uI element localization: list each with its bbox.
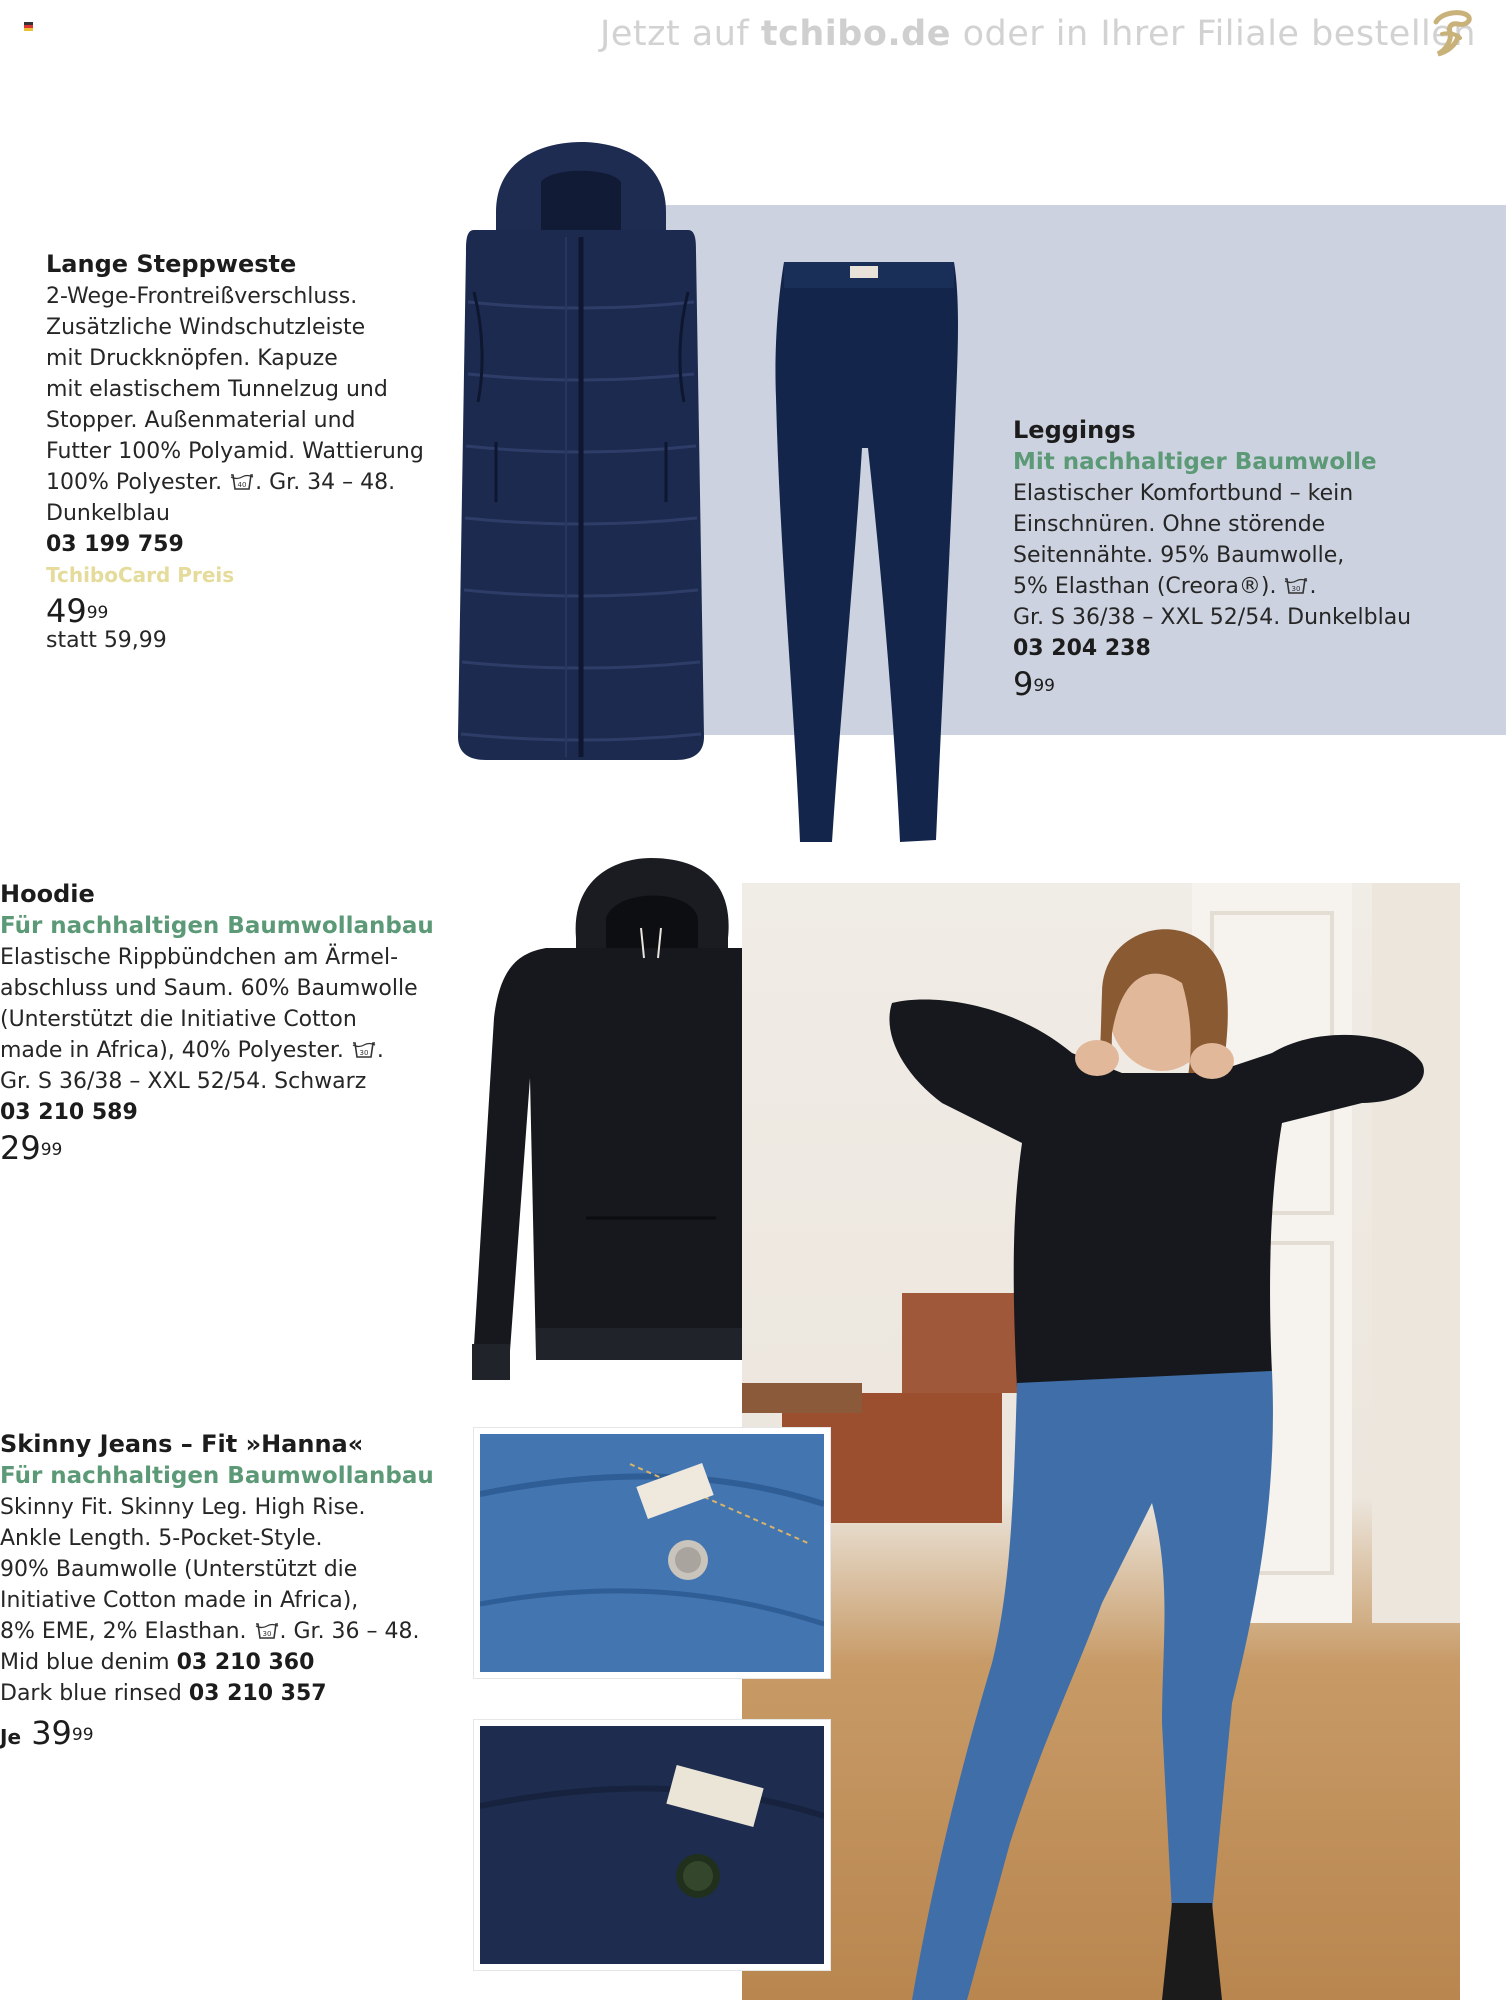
vest-old-price: statt 59,99 bbox=[46, 628, 167, 653]
mid-blue-denim-swatch bbox=[480, 1434, 824, 1672]
vest-price-main: 49 bbox=[46, 592, 87, 630]
svg-text:30: 30 bbox=[262, 1630, 271, 1638]
vest-material-text: 100% Polyester. bbox=[46, 470, 223, 495]
vest-title: Lange Steppweste bbox=[46, 250, 297, 278]
svg-text:40: 40 bbox=[237, 481, 247, 489]
jeans-desc-line: Skinny Fit. Skinny Leg. High Rise. bbox=[0, 1495, 366, 1520]
jeans-product-info bbox=[0, 1428, 440, 1757]
vest-card-price-label: TchiboCard Preis bbox=[46, 563, 235, 587]
vest-desc-line: mit Druckknöpfen. Kapuze bbox=[46, 346, 338, 371]
jeans-subtitle: Für nachhaltigen Baumwollanbau bbox=[0, 1463, 434, 1489]
jeans-material-text: 8% EME, 2% Elasthan. bbox=[0, 1619, 247, 1644]
jeans-price-main: 39 bbox=[31, 1714, 72, 1752]
banner-suffix: oder in Ihrer Filiale bestellen bbox=[950, 14, 1476, 54]
leggings-subtitle: Mit nachhaltiger Baumwolle bbox=[1013, 449, 1377, 475]
jeans-mid-blue-detail-image[interactable] bbox=[474, 1428, 830, 1678]
banner-prefix: Jetzt auf bbox=[600, 14, 761, 54]
vest-desc-line: Zusätzliche Windschutzleiste bbox=[46, 315, 366, 340]
hoodie-desc-line: Elastische Rippbündchen am Ärmel- bbox=[0, 945, 399, 970]
leggings-price bbox=[1013, 664, 1493, 704]
hoodie-material-line bbox=[0, 1035, 460, 1066]
hoodie-article-number: 03 210 589 bbox=[0, 1100, 138, 1125]
leggings-desc-line: Elastischer Komfortbund – kein bbox=[1013, 481, 1354, 506]
language-flag-icon bbox=[24, 22, 33, 31]
hoodie-desc-line: abschluss und Saum. 60% Baumwolle bbox=[0, 976, 418, 1001]
wash-30-icon bbox=[351, 1040, 377, 1060]
vest-desc-line: Futter 100% Polyamid. Wattierung bbox=[46, 439, 424, 464]
jeans-desc-line: 90% Baumwolle (Unterstützt die bbox=[0, 1557, 358, 1582]
jeans-price-prefix: Je bbox=[0, 1725, 22, 1749]
hoodie-price-cents: 99 bbox=[40, 1140, 63, 1160]
jeans-variant-dark-blue bbox=[0, 1678, 440, 1709]
jeans-variant-mid-blue bbox=[0, 1647, 440, 1678]
hoodie-sizes: Gr. S 36/38 – XXL 52/54. Schwarz bbox=[0, 1069, 367, 1094]
jeans-dark-rinsed-detail-image[interactable] bbox=[474, 1720, 830, 1970]
vest-color: Dunkelblau bbox=[46, 501, 170, 526]
leggings-article-number: 03 204 238 bbox=[1013, 636, 1151, 661]
svg-text:30: 30 bbox=[359, 1049, 369, 1057]
hoodie-material-text: made in Africa), 40% Polyester. bbox=[0, 1038, 344, 1063]
tchibo-logo-icon bbox=[1422, 4, 1478, 60]
wash-30-icon bbox=[1283, 576, 1309, 596]
model-photo-scene bbox=[742, 883, 1460, 2000]
jeans-desc-line: Ankle Length. 5-Pocket-Style. bbox=[0, 1526, 323, 1551]
jeans-price bbox=[0, 1713, 440, 1757]
jeans-material-line bbox=[0, 1616, 440, 1647]
order-banner bbox=[600, 14, 1476, 54]
vest-desc-line: 2-Wege-Frontreißverschluss. bbox=[46, 284, 358, 309]
svg-text:30: 30 bbox=[1291, 585, 1301, 593]
hoodie-subtitle: Für nachhaltigen Baumwollanbau bbox=[0, 913, 434, 939]
leggings-price-main: 9 bbox=[1013, 665, 1034, 703]
leggings-desc-line: Einschnüren. Ohne störende bbox=[1013, 512, 1326, 537]
vest-desc-line: mit elastischem Tunnelzug und bbox=[46, 377, 388, 402]
vest-image[interactable] bbox=[456, 142, 706, 767]
variant-article-number: 03 210 360 bbox=[176, 1650, 315, 1675]
vest-article-number: 03 199 759 bbox=[46, 532, 184, 557]
variant-article-number: 03 210 357 bbox=[188, 1681, 327, 1706]
hoodie-title: Hoodie bbox=[0, 880, 95, 908]
vest-size-text: . Gr. 34 – 48. bbox=[255, 470, 396, 495]
hoodie-material-end: . bbox=[376, 1038, 384, 1063]
leggings-desc-line: Seitennähte. 95% Baumwolle, bbox=[1013, 543, 1345, 568]
leggings-image[interactable] bbox=[770, 258, 960, 848]
hoodie-price-main: 29 bbox=[0, 1129, 41, 1167]
vest-price-cents: 99 bbox=[86, 603, 109, 623]
jeans-desc-line: Initiative Cotton made in Africa), bbox=[0, 1588, 359, 1613]
vest-product-info bbox=[46, 248, 466, 656]
variant-label: Mid blue denim bbox=[0, 1650, 170, 1675]
vest-material-line bbox=[46, 467, 466, 498]
banner-site-link[interactable]: tchibo.de bbox=[760, 14, 951, 54]
dark-rinsed-denim-swatch bbox=[480, 1726, 824, 1964]
hoodie-product-info bbox=[0, 878, 460, 1168]
vest-desc-line: Stopper. Außenmaterial und bbox=[46, 408, 356, 433]
leggings-material-line bbox=[1013, 571, 1493, 602]
leggings-title: Leggings bbox=[1013, 416, 1136, 444]
jeans-title: Skinny Jeans – Fit »Hanna« bbox=[0, 1430, 364, 1458]
jeans-size-text: . Gr. 36 – 48. bbox=[279, 1619, 420, 1644]
leggings-sizes: Gr. S 36/38 – XXL 52/54. Dunkelblau bbox=[1013, 605, 1412, 630]
leggings-material-text: 5% Elasthan (Creora®). bbox=[1013, 574, 1277, 599]
leggings-material-end: . bbox=[1309, 574, 1317, 599]
leggings-price-cents: 99 bbox=[1033, 676, 1055, 696]
hoodie-desc-line: (Unterstützt die Initiative Cotton bbox=[0, 1007, 357, 1032]
wash-30-icon bbox=[254, 1621, 280, 1641]
leggings-product-info bbox=[1013, 414, 1493, 704]
variant-label: Dark blue rinsed bbox=[0, 1681, 182, 1706]
wash-40-icon bbox=[229, 472, 255, 492]
jeans-price-cents: 99 bbox=[71, 1725, 94, 1745]
hoodie-price bbox=[0, 1128, 460, 1168]
